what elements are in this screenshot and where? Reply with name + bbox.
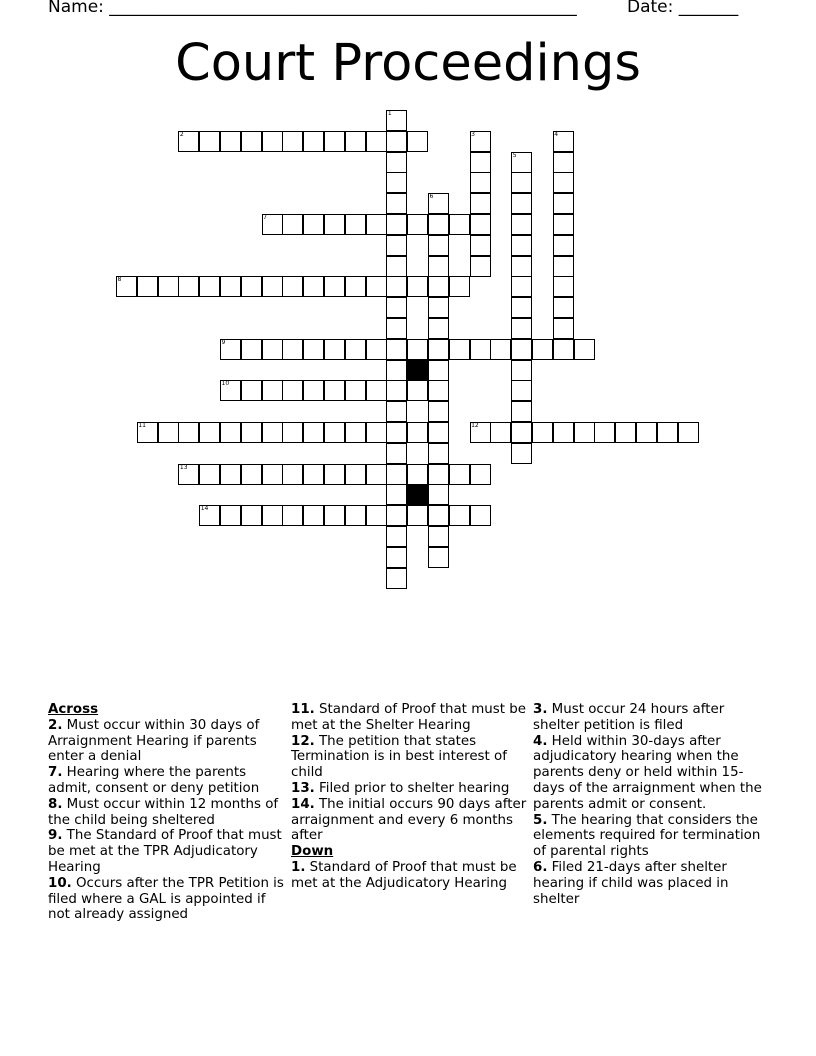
crossword-cell[interactable] (490, 422, 511, 443)
crossword-cell[interactable] (386, 339, 407, 360)
crossword-cell[interactable] (366, 505, 387, 526)
crossword-cell[interactable] (386, 131, 407, 152)
clue-number-label: 10 (221, 380, 230, 388)
across-heading: Across (48, 702, 99, 717)
crossword-cell[interactable] (386, 360, 407, 381)
crossword-cell[interactable] (407, 505, 428, 526)
crossword-cell[interactable] (220, 276, 241, 297)
clue-column-2 (291, 702, 527, 892)
crossword-cell[interactable] (324, 422, 345, 443)
crossword-cell[interactable] (428, 297, 449, 318)
crossword-cell[interactable] (511, 380, 532, 401)
crossword-cell[interactable] (386, 235, 407, 256)
clue-number: 2. (48, 717, 63, 733)
crossword-cell[interactable] (220, 131, 241, 152)
crossword-cell[interactable] (511, 235, 532, 256)
crossword-cell[interactable] (428, 235, 449, 256)
clue-down-1 (291, 860, 527, 892)
clue-number: 1. (291, 859, 306, 875)
crossword-cell[interactable] (470, 235, 491, 256)
clue-number: 7. (48, 765, 63, 781)
crossword-cell[interactable] (511, 193, 532, 214)
crossword-cell[interactable] (428, 526, 449, 547)
crossword-cell[interactable] (220, 464, 241, 485)
crossword-cell[interactable] (553, 193, 574, 214)
crossword-cell[interactable] (470, 214, 491, 235)
crossword-cell[interactable] (345, 422, 366, 443)
crossword-cell[interactable] (511, 360, 532, 381)
crossword-cell[interactable] (262, 422, 283, 443)
crossword-cell[interactable] (282, 214, 303, 235)
clue-number-label: 14 (200, 505, 209, 513)
clue-down-6 (533, 860, 769, 907)
crossword-cell[interactable] (241, 131, 262, 152)
crossword-cell[interactable] (386, 256, 407, 277)
crossword-cell[interactable] (241, 422, 262, 443)
crossword-cell[interactable] (303, 422, 324, 443)
name-field-line: Name: _______________________________________________________ (48, 0, 577, 17)
crossword-cell[interactable] (553, 339, 574, 360)
crossword-cell[interactable] (407, 276, 428, 297)
clue-text: The Standard of Proof that must be met at the TPR Adjudicatory Hearing (48, 828, 282, 875)
crossword-cell[interactable] (386, 568, 407, 589)
clue-number-label: 4 (554, 130, 559, 138)
crossword-cell[interactable] (324, 214, 345, 235)
clue-number: 4. (533, 733, 548, 749)
crossword-cell[interactable] (553, 318, 574, 339)
crossword-cell[interactable] (199, 276, 220, 297)
clue-number: 12. (291, 733, 315, 749)
crossword-cell[interactable] (511, 276, 532, 297)
clue-across-9 (48, 828, 284, 875)
crossword-cell[interactable] (553, 256, 574, 277)
crossword-black-cell (407, 484, 428, 505)
clue-text: Filed prior to shelter hearing (319, 780, 510, 796)
crossword-cell[interactable] (324, 339, 345, 360)
crossword-cell[interactable] (366, 214, 387, 235)
crossword-cell[interactable] (324, 464, 345, 485)
crossword-cell[interactable] (407, 131, 428, 152)
crossword-cell[interactable] (386, 505, 407, 526)
crossword-cell[interactable] (490, 339, 511, 360)
crossword-cell[interactable] (470, 193, 491, 214)
clue-down-5 (533, 813, 769, 860)
clue-text: Occurs after the TPR Petition is filed where a GAL is appointed if not already assigned (48, 875, 284, 923)
crossword-cell[interactable] (345, 276, 366, 297)
crossword-cell[interactable] (511, 422, 532, 443)
crossword-cell[interactable] (449, 505, 470, 526)
clue-text: Hearing where the parents admit, consent or deny petition (48, 765, 260, 796)
crossword-cell[interactable] (449, 464, 470, 485)
clue-number-label: 12 (471, 422, 479, 429)
crossword-cell[interactable] (366, 131, 387, 152)
page-title: Court Proceedings (175, 34, 641, 93)
crossword-cell[interactable] (449, 339, 470, 360)
crossword-cell[interactable] (511, 256, 532, 277)
clue-number: 11. (291, 702, 315, 717)
crossword-cell[interactable] (470, 339, 491, 360)
clue-number: 13. (291, 780, 315, 796)
crossword-cell[interactable] (386, 547, 407, 568)
clue-across-14 (291, 797, 527, 844)
crossword-cell[interactable] (241, 276, 262, 297)
crossword-cell[interactable] (386, 193, 407, 214)
crossword-cell[interactable] (282, 380, 303, 401)
clue-text: The initial occurs 90 days after arraignment and every 6 months after (291, 796, 527, 844)
crossword-cell[interactable] (657, 422, 678, 443)
crossword-cell[interactable] (324, 276, 345, 297)
clue-text: Must occur within 12 months of the child being sheltered (48, 796, 279, 828)
clue-number: 6. (533, 859, 548, 875)
crossword-cell[interactable] (428, 380, 449, 401)
crossword-cell[interactable] (345, 380, 366, 401)
crossword-cell[interactable] (386, 297, 407, 318)
crossword-cell[interactable] (345, 505, 366, 526)
crossword-cell[interactable] (574, 339, 595, 360)
crossword-cell[interactable] (220, 505, 241, 526)
crossword-cell[interactable] (137, 276, 158, 297)
crossword-cell[interactable] (470, 464, 491, 485)
clue-number: 14. (291, 796, 315, 812)
crossword-cell[interactable] (303, 339, 324, 360)
clue-across-11 (291, 702, 527, 734)
crossword-cell[interactable] (262, 505, 283, 526)
crossword-cell[interactable] (428, 276, 449, 297)
clue-number-label: 3 (471, 130, 475, 138)
clue-number-label: 13 (179, 463, 188, 471)
crossword-cell[interactable] (470, 152, 491, 173)
crossword-cell[interactable] (636, 422, 657, 443)
clue-number-label: 8 (117, 276, 122, 284)
crossword-cell[interactable] (511, 401, 532, 422)
clue-text: Standard of Proof that must be met at the Shelter Hearing (291, 702, 526, 733)
crossword-cell[interactable] (428, 464, 449, 485)
crossword-cell[interactable] (428, 401, 449, 422)
crossword-cell[interactable] (553, 276, 574, 297)
crossword-cell[interactable] (470, 256, 491, 277)
crossword-cell[interactable] (303, 214, 324, 235)
crossword-cell[interactable] (282, 339, 303, 360)
clue-number-label: 2 (179, 130, 184, 138)
clue-across-2 (48, 718, 284, 765)
crossword-cell[interactable] (532, 422, 553, 443)
clue-across-10 (48, 876, 284, 923)
crossword-cell[interactable] (282, 464, 303, 485)
crossword-cell[interactable] (511, 172, 532, 193)
crossword-cell[interactable] (345, 214, 366, 235)
clue-number: 9. (48, 828, 63, 844)
crossword-cell[interactable] (303, 276, 324, 297)
crossword-cell[interactable] (428, 484, 449, 505)
crossword-cell[interactable] (449, 214, 470, 235)
crossword-cell[interactable] (532, 339, 553, 360)
crossword-cell[interactable] (324, 131, 345, 152)
crossword-cell[interactable] (428, 422, 449, 443)
clue-number-label: 9 (221, 338, 226, 346)
crossword-cell[interactable] (594, 422, 615, 443)
crossword-cell[interactable] (553, 172, 574, 193)
clue-across-13 (291, 781, 527, 797)
crossword-cell[interactable] (366, 380, 387, 401)
crossword-cell[interactable] (241, 505, 262, 526)
crossword-cell[interactable] (511, 297, 532, 318)
crossword-cell[interactable] (407, 422, 428, 443)
crossword-cell[interactable] (386, 526, 407, 547)
crossword-cell[interactable] (511, 318, 532, 339)
crossword-cell[interactable] (428, 443, 449, 464)
crossword-cell[interactable] (241, 380, 262, 401)
crossword-cell[interactable] (407, 464, 428, 485)
crossword-cell[interactable] (282, 276, 303, 297)
crossword-cell[interactable] (366, 464, 387, 485)
crossword-cell[interactable] (428, 360, 449, 381)
crossword-cell[interactable] (386, 401, 407, 422)
crossword-cell[interactable] (303, 464, 324, 485)
crossword-cell[interactable] (303, 380, 324, 401)
crossword-black-cell (407, 360, 428, 381)
clue-number-label: 5 (512, 151, 517, 159)
clue-column-3 (533, 702, 769, 907)
crossword-cell[interactable] (178, 422, 199, 443)
crossword-cell[interactable] (386, 152, 407, 173)
crossword-cell[interactable] (366, 339, 387, 360)
crossword-cell[interactable] (511, 339, 532, 360)
clue-text: Must occur 24 hours after shelter petition is filed (533, 702, 725, 733)
crossword-cell[interactable] (386, 214, 407, 235)
crossword-cell[interactable] (366, 276, 387, 297)
crossword-cell[interactable] (324, 505, 345, 526)
clue-text: The petition that states Termination is in best interest of child (291, 733, 507, 781)
crossword-cell[interactable] (282, 422, 303, 443)
clue-column-1 (48, 702, 284, 923)
clue-text: Filed 21-days after shelter hearing if child was placed in shelter (533, 859, 729, 907)
crossword-cell[interactable] (553, 152, 574, 173)
crossword-cell[interactable] (386, 464, 407, 485)
clue-number-label: 11 (138, 422, 146, 429)
crossword-cell[interactable] (615, 422, 636, 443)
crossword-cell[interactable] (345, 464, 366, 485)
clue-text: Must occur within 30 days of Arraignment Hearing if parents enter a denial (48, 717, 260, 765)
crossword-cell[interactable] (407, 339, 428, 360)
crossword-cell[interactable] (241, 339, 262, 360)
crossword-cell[interactable] (158, 276, 179, 297)
crossword-cell[interactable] (241, 464, 262, 485)
crossword-cell[interactable] (386, 380, 407, 401)
clue-text: Held within 30-days after adjudicatory hearing when the parents deny or held within 15-days of the arraignment when the parents admit or consent. (533, 733, 762, 812)
crossword-cell[interactable] (199, 464, 220, 485)
crossword-cell[interactable] (262, 276, 283, 297)
crossword-cell[interactable] (303, 505, 324, 526)
crossword-cell[interactable] (428, 256, 449, 277)
crossword-cell[interactable] (428, 318, 449, 339)
clue-number-label: 7 (263, 214, 267, 221)
crossword-cell[interactable] (428, 339, 449, 360)
clue-number: 5. (533, 812, 548, 828)
clue-number-label: 1 (387, 110, 392, 117)
crossword-cell[interactable] (511, 443, 532, 464)
crossword-cell[interactable] (678, 422, 699, 443)
clue-across-12 (291, 734, 527, 781)
crossword-cell[interactable] (262, 464, 283, 485)
crossword-cell[interactable] (199, 131, 220, 152)
crossword-cell[interactable] (449, 276, 470, 297)
crossword-cell[interactable] (345, 339, 366, 360)
crossword-cell[interactable] (386, 484, 407, 505)
crossword-cell[interactable] (386, 172, 407, 193)
crossword-cell[interactable] (428, 505, 449, 526)
crossword-cell[interactable] (428, 214, 449, 235)
crossword-cell[interactable] (553, 297, 574, 318)
crossword-cell[interactable] (553, 422, 574, 443)
crossword-cell[interactable] (386, 318, 407, 339)
crossword-cell[interactable] (470, 172, 491, 193)
crossword-cell[interactable] (386, 276, 407, 297)
crossword-cell[interactable] (386, 422, 407, 443)
crossword-cell[interactable] (158, 422, 179, 443)
crossword-cell[interactable] (178, 276, 199, 297)
crossword-cell[interactable] (386, 443, 407, 464)
crossword-cell[interactable] (282, 505, 303, 526)
clue-number: 10. (48, 875, 72, 891)
crossword-cell[interactable] (366, 422, 387, 443)
down-heading: Down (291, 844, 334, 860)
crossword-cell[interactable] (220, 422, 241, 443)
clue-across-8 (48, 797, 284, 829)
crossword-cell[interactable] (303, 131, 324, 152)
crossword-cell[interactable] (324, 380, 345, 401)
clue-across-7 (48, 765, 284, 797)
clue-number: 8. (48, 796, 63, 812)
clue-down-3 (533, 702, 769, 734)
crossword-cell[interactable] (574, 422, 595, 443)
crossword-cell[interactable] (407, 214, 428, 235)
crossword-cell[interactable] (282, 131, 303, 152)
crossword-cell[interactable] (262, 339, 283, 360)
crossword-cell[interactable] (345, 131, 366, 152)
crossword-cell[interactable] (553, 214, 574, 235)
crossword-cell[interactable] (553, 235, 574, 256)
crossword-cell[interactable] (428, 547, 449, 568)
crossword-cell[interactable] (262, 380, 283, 401)
crossword-cell[interactable] (262, 131, 283, 152)
clue-text: Standard of Proof that must be met at the Adjudicatory Hearing (291, 859, 517, 891)
crossword-cell[interactable] (407, 380, 428, 401)
clue-down-4 (533, 734, 769, 813)
crossword-cell[interactable] (470, 505, 491, 526)
clue-number: 3. (533, 702, 548, 717)
crossword-cell[interactable] (199, 422, 220, 443)
clue-text: The hearing that considers the elements required for termination of parental rights (533, 812, 761, 860)
crossword-cell[interactable] (511, 214, 532, 235)
date-field-line: Date: _______ (627, 0, 739, 17)
clue-number-label: 6 (429, 193, 434, 201)
